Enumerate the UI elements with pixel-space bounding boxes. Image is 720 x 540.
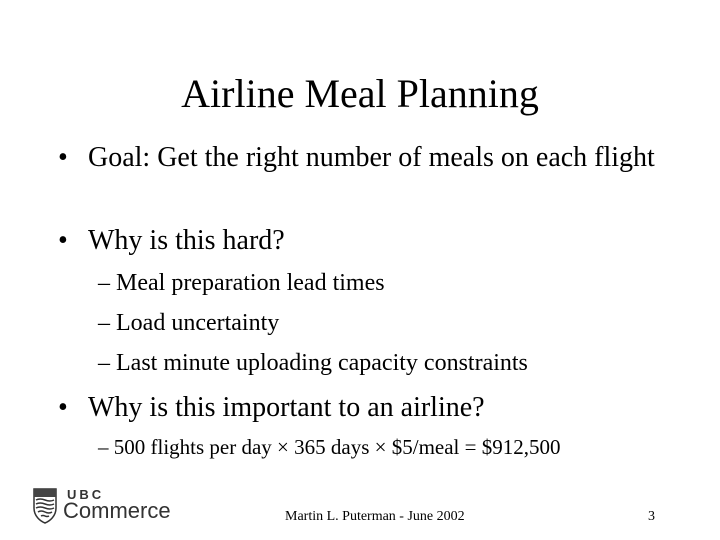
bullet-text: Goal: Get the right number of meals on each flight: [88, 142, 655, 173]
bullet-marker: •: [58, 142, 68, 173]
slide-title: Airline Meal Planning: [181, 71, 539, 116]
logo-ubc-text: UBC: [67, 487, 105, 502]
sub-bullet-capacity: – Last minute uploading capacity constraints: [98, 350, 528, 376]
bullet-text: Why is this important to an airline?: [88, 392, 485, 423]
footer-author: Martin L. Puterman - June 2002: [285, 509, 465, 524]
ubc-commerce-logo: [33, 488, 183, 528]
bullet-marker: •: [58, 225, 68, 256]
sub-bullet-load-uncertainty: – Load uncertainty: [98, 310, 280, 336]
bullet-text: Why is this hard?: [88, 225, 285, 256]
bullet-why-hard: [58, 222, 698, 262]
bullet-marker: •: [58, 392, 68, 423]
bullet-goal: [58, 139, 698, 219]
page-number: 3: [648, 509, 655, 524]
sub-bullet-lead-times: – Meal preparation lead times: [98, 270, 385, 296]
sub-bullet-cost: – 500 flights per day × 365 days × $5/meal = $912,500: [98, 435, 561, 459]
logo-commerce-text: Commerce: [63, 498, 171, 523]
bullet-why-important: [58, 389, 698, 429]
ubc-crest-icon: [33, 488, 57, 524]
